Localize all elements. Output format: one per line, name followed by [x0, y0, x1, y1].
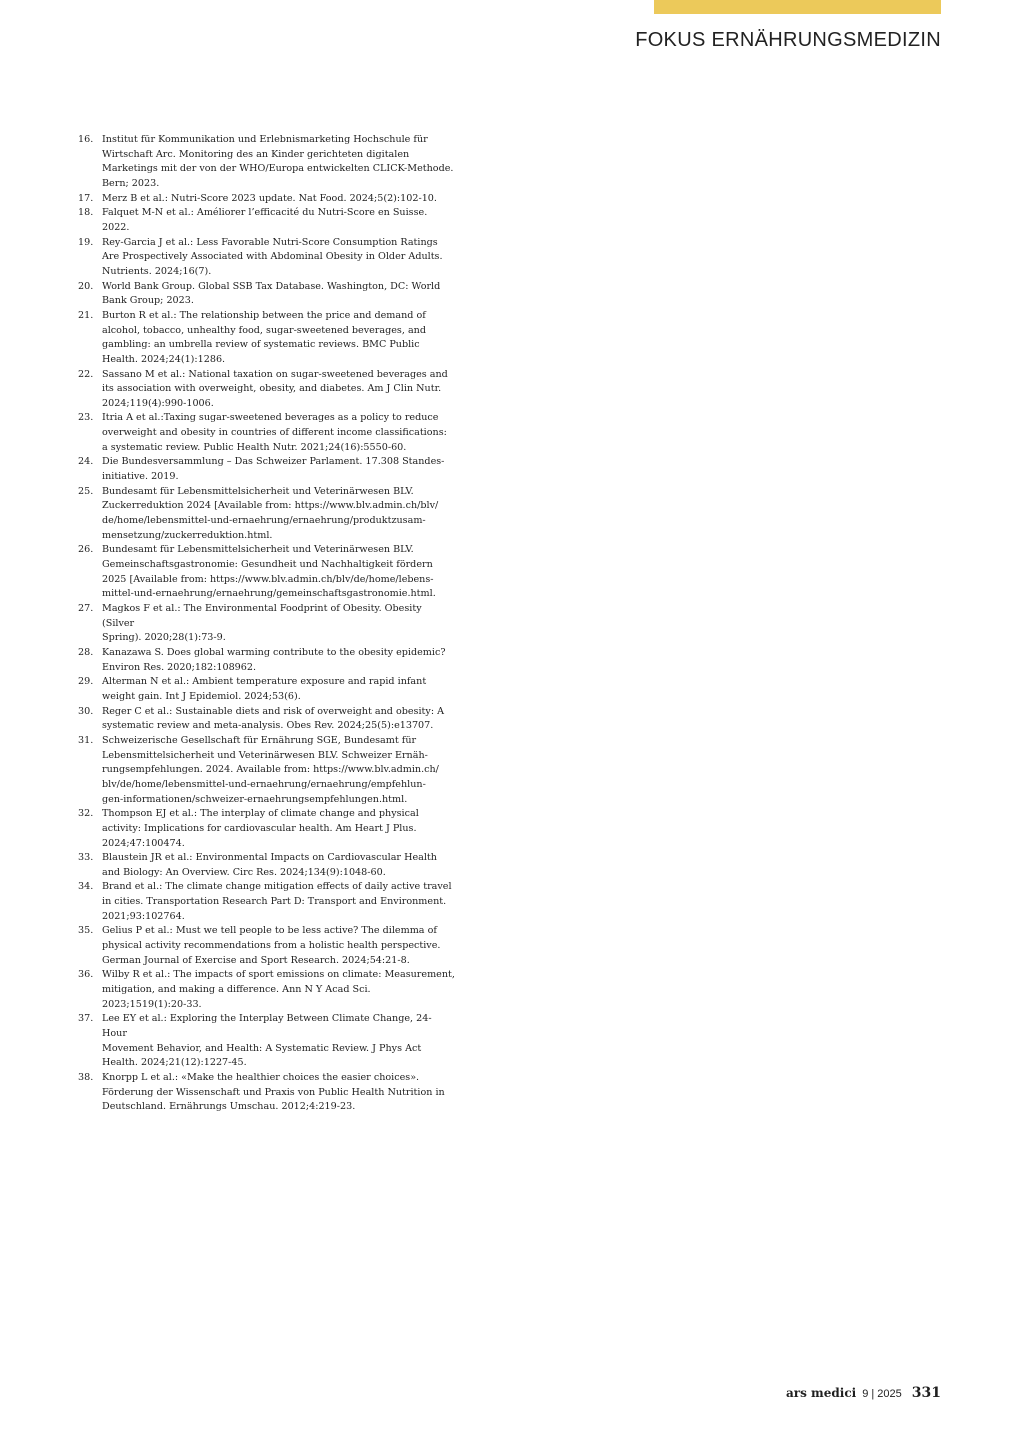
reference-item [78, 880, 456, 924]
reference-number: 21. [78, 309, 94, 321]
reference-item [78, 133, 456, 192]
reference-item [78, 280, 456, 309]
reference-item [78, 485, 456, 544]
reference-text: Falquet M-N et al.: Améliorer l’efficacité du Nutri-Score en Suisse. 2022. [102, 207, 428, 233]
journal-name: ars medici [786, 1386, 857, 1400]
reference-number: 25. [78, 485, 94, 497]
reference-number: 26. [78, 544, 94, 556]
reference-item [78, 851, 456, 880]
reference-number: 38. [78, 1072, 94, 1083]
reference-item [78, 236, 456, 280]
reference-item [78, 705, 456, 734]
reference-text: Burton R et al.: The relationship between the price and demand of alcohol, tobacco, unhealthy food, sugar-sweetened beverages, and gambling: an umbrella review of systematic reviews. BMC Public Health. 2024;24(1):1286. [102, 309, 426, 365]
reference-text: Gelius P et al.: Must we tell people to be less active? The dilemma of physical activity recommendations from a holistic health perspective. German Journal of Exercise and Sport Research. 2024;54:21-8. [102, 925, 441, 966]
reference-number: 23. [78, 412, 94, 424]
reference-text: Bundesamt für Lebensmittelsicherheit und Veterinärwesen BLV. Zuckerreduktion 2024 [Available from: https://www.blv.admin.ch/blv/ de/home/lebensmittel-und-ernaehrung/ernaehrung/produktzusam- mensetzung/zuckerreduktion.html. [102, 485, 439, 541]
reference-number: 28. [78, 646, 94, 658]
section-title: FOKUS ERNÄHRUNGSMEDIZIN [635, 29, 941, 51]
reference-item [78, 1012, 456, 1071]
reference-number: 16. [78, 134, 94, 145]
reference-text: Die Bundesversammlung – Das Schweizer Parlament. 17.308 Standes- initiative. 2019. [102, 456, 445, 483]
reference-item [78, 968, 456, 1012]
issue-number: 9 | 2025 [862, 1388, 902, 1400]
reference-text: Blaustein JR et al.: Environmental Impacts on Cardiovascular Health and Biology: An Overview. Circ Res. 2024;134(9):1048-60. [102, 852, 437, 878]
reference-item [78, 675, 456, 704]
reference-number: 33. [78, 852, 94, 864]
reference-number: 31. [78, 734, 94, 746]
reference-item [78, 807, 456, 851]
reference-item [78, 543, 456, 602]
reference-text: Lee EY et al.: Exploring the Interplay Between Climate Change, 24-Hour Movement Behavior, and Health: A Systematic Review. J Phys Act Health. 2024;21(12):1227-45. [102, 1013, 432, 1069]
reference-item [78, 734, 456, 807]
reference-text: Schweizerische Gesellschaft für Ernährung SGE, Bundesamt für Lebensmittelsicherheit und Veterinärwesen BLV. Schweizer Ernäh- rungsempfehlungen. 2024. Available from: https://www.blv.admin.ch/ blv/de/home/lebensmittel-und-ernaehrung/ernaehrung/empfehlun- gen-informationen/schweizer-ernaehrungsempfehlungen.html. [102, 734, 439, 805]
reference-number: 27. [78, 603, 94, 614]
page-number: 331 [911, 1385, 941, 1401]
reference-item [78, 368, 456, 412]
reference-number: 32. [78, 808, 94, 820]
reference-number: 29. [78, 676, 94, 688]
reference-text: Bundesamt für Lebensmittelsicherheit und Veterinärwesen BLV. Gemeinschaftsgastronomie: Gesundheit und Nachhaltigkeit fördern 2025 [Available from: https://www.blv.admin.ch/blv/de/home/lebens- mittel-und-ernaehrung/ernaehrung/gemeinschaftsgastronomie.html. [102, 544, 436, 600]
reference-list [78, 133, 456, 1115]
reference-number: 18. [78, 207, 94, 219]
reference-number: 35. [78, 925, 94, 937]
reference-number: 30. [78, 705, 94, 717]
reference-number: 34. [78, 881, 94, 893]
reference-item [78, 206, 456, 235]
header-accent-bar [654, 0, 941, 14]
reference-text: Kanazawa S. Does global warming contribute to the obesity epidemic? Environ Res. 2020;182:108962. [102, 646, 446, 673]
reference-text: Thompson EJ et al.: The interplay of climate change and physical activity: Implications for cardiovascular health. Am Heart J Plus. 2024;47:100474. [102, 808, 419, 849]
reference-number: 22. [78, 368, 94, 380]
reference-text: Sassano M et al.: National taxation on sugar-sweetened beverages and its association with overweight, obesity, and diabetes. Am J Clin Nutr. 2024;119(4):990-1006. [102, 368, 448, 409]
reference-text: Itria A et al.:Taxing sugar-sweetened beverages as a policy to reduce overweight and obesity in countries of different income classifications: a systematic review. Public Health Nutr. 2021;24(16):5550-60. [102, 412, 447, 453]
reference-text: Merz B et al.: Nutri-Score 2023 update. Nat Food. 2024;5(2):102-10. [102, 192, 437, 204]
reference-number: 36. [78, 969, 94, 981]
reference-text: Brand et al.: The climate change mitigation effects of daily active travel in cities. Transportation Research Part D: Transport and Environment. 2021;93:102764. [102, 881, 452, 922]
reference-item [78, 192, 456, 207]
reference-text: Rey-Garcia J et al.: Less Favorable Nutri-Score Consumption Ratings Are Prospectively Associated with Abdominal Obesity in Older Adults. Nutrients. 2024;16(7). [102, 236, 443, 277]
reference-item [78, 1071, 456, 1115]
reference-number: 37. [78, 1013, 94, 1025]
reference-text: Institut für Kommunikation und Erlebnismarketing Hochschule für Wirtschaft Arc. Monitoring des an Kinder gerichteten digitalen Marketings mit der von der WHO/Europa entwickelten CLICK-Methode. Bern; 2023. [102, 134, 454, 189]
reference-item [78, 646, 456, 675]
reference-number: 17. [78, 192, 94, 204]
page-footer [786, 1385, 941, 1401]
reference-item [78, 309, 456, 368]
reference-text: Magkos F et al.: The Environmental Foodprint of Obesity. Obesity (Silver Spring). 2020;28(1):73-9. [102, 603, 422, 644]
reference-number: 24. [78, 456, 94, 468]
reference-item [78, 602, 456, 646]
reference-item [78, 411, 456, 455]
reference-item [78, 455, 456, 484]
reference-number: 20. [78, 280, 94, 292]
reference-text: Reger C et al.: Sustainable diets and risk of overweight and obesity: A systematic review and meta-analysis. Obes Rev. 2024;25(5):e13707. [102, 705, 445, 732]
reference-text: Wilby R et al.: The impacts of sport emissions on climate: Measurement, mitigation, and making a difference. Ann N Y Acad Sci. 2023;1519(1):20-33. [102, 969, 455, 1010]
reference-text: Knorpp L et al.: «Make the healthier choices the easier choices». Förderung der Wissenschaft und Praxis von Public Health Nutrition in Deutschland. Ernährungs Umschau. 2012;4:219-23. [102, 1072, 445, 1113]
reference-item [78, 924, 456, 968]
reference-text: Alterman N et al.: Ambient temperature exposure and rapid infant weight gain. Int J Epidemiol. 2024;53(6). [102, 676, 427, 702]
reference-text: World Bank Group. Global SSB Tax Database. Washington, DC: World Bank Group; 2023. [102, 280, 441, 307]
reference-number: 19. [78, 236, 94, 248]
